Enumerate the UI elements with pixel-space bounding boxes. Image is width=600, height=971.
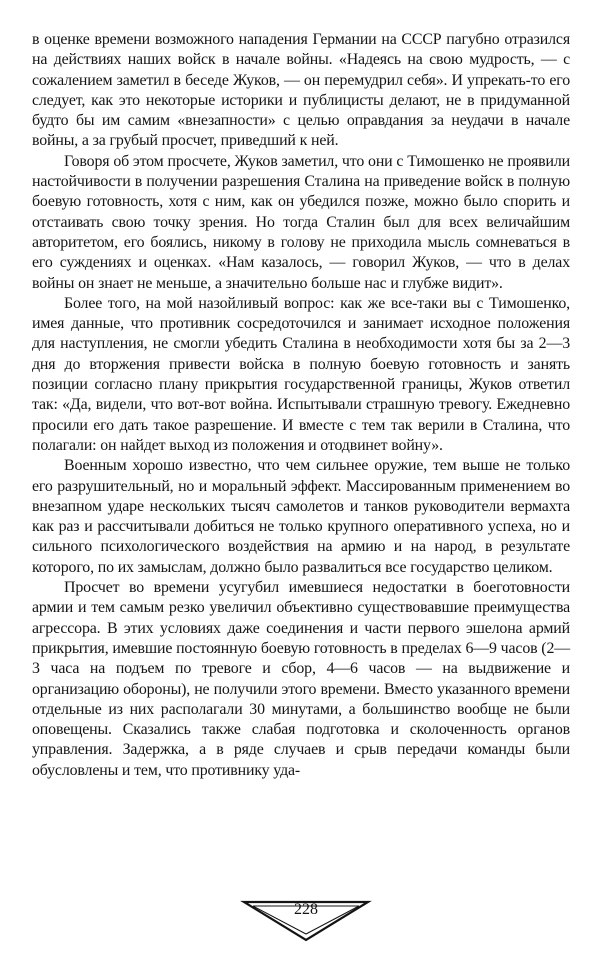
paragraph-4: Военным хорошо известно, что чем сильнее оружие, тем выше не только его разрушительный, но и моральный эффект. Массированным применением во внезапном ударе нескольких тысяч самолетов и танков руководители вермахта как раз и рассчитывали добиться не только крупного оперативного успеха, но и сильного психологического воздействия на армию и на народ, в результате которого, по их замыслам, должно было развалиться все государство целиком. (32, 457, 570, 576)
body-text (32, 30, 570, 781)
paragraph-1: в оценке времени возможного нападения Германии на СССР пагубно отразился на действиях наших войск в начале войны. «Надеясь на свою мудрость, — с сожалением заметил в беседе Жуков, — он перемудрил себя». И упрекать-то его следует, как это некоторые историки и публицисты делают, не в придуманной будто бы им самим «внезапности» с целью оправдания за неудачи в начале войны, а за грубый просчет, приведший к ней. (32, 31, 570, 150)
page-number-footer (240, 900, 372, 944)
page-number: 228 (294, 901, 318, 918)
paragraph-5: Просчет во времени усугубил имевшиеся недостатки в боеготовности армии и тем самым резко увеличил объективно существовавшие преимущества агрессора. В этих условиях даже соединения и части первого эшелона армий прикрытия, имевшие постоянную боевую готовность в пределах 6—9 часов (2—3 часа на подъем по тревоге и сбор, 4—6 часов — на выдвижение и организацию обороны), не получили этого времени. Вместо указанного времени отдельные из них располагали 30 минутами, а большинство вообще не были оповещены. Сказались также слабая подготовка и сколоченность органов управления. Задержка, а в ряде случаев и срыв передачи команды были обусловлены и тем, что противнику уда- (32, 579, 570, 779)
paragraph-3: Более того, на мой назойливый вопрос: как же все-таки вы с Тимошенко, имея данные, что противник сосредоточился и занимает исходное положения для наступления, не смогли убедить Сталина в необходимости хотя бы за 2—3 дня до вторжения привести войска в полную боевую готовность и занять позиции согласно плану прикрытия государственной границы, Жуков ответил так: «Да, видели, что вот-вот война. Испытывали страшную тревогу. Ежедневно просили его дать такое разрешение. И вместе с тем так верили в Сталина, что полагали: он найдет выход из положения и отодвинет войну». (32, 294, 570, 454)
paragraph-2: Говоря об этом просчете, Жуков заметил, что они с Тимошенко не проявили настойчивости в получении разрешения Сталина на приведение войск в полную боевую готовность, хотя с ним, как он убедился позже, можно было спорить и отстаивать свою точку зрения. Но тогда Сталин был для всех величайшим авторитетом, его боялись, никому в голову не приходила мысль сомневаться в его суждениях и оценках. «Нам казалось, — говорил Жуков, — что в делах войны он знает не меньше, а значительно больше нас и глубже видит». (32, 152, 570, 292)
